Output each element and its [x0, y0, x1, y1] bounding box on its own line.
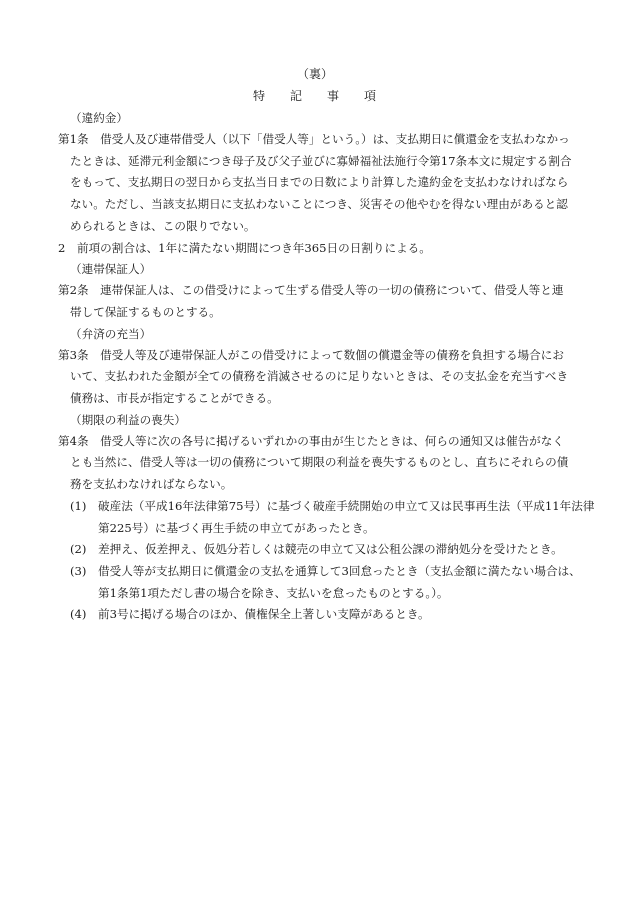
item-text: 借受人等が支払期日に償還金の支払を通算して3回怠ったとき（支払金額に満たない場合は、 — [98, 563, 581, 578]
article-4-heading: （期限の利益の喪失） — [70, 412, 186, 427]
article-1-line: たときは、延滞元利金額につき母子及び父子並びに寡婦福祉法施行令第17条本文に規定する割合 — [70, 153, 572, 168]
article-1-heading: （違約金） — [70, 111, 128, 125]
article-4-line: 第4条 借受人等に次の各号に掲げるいずれかの事由が生じたときは、何らの通知又は催告がなく — [58, 433, 564, 448]
item-text: 前3号に掲げる場合のほか、債権保全上著しい支障があるとき。 — [98, 607, 430, 622]
article-2-heading: （連帯保証人） — [70, 262, 152, 277]
item-number: (2) — [70, 542, 87, 557]
list-item-3-continuation: 第1条第1項ただし書の場合を除き、支払いを怠ったものとする。）。 — [98, 585, 449, 600]
article-3-line: いて、支払われた金額が全ての債務を消滅させるのに足りないときは、その支払金を充当すべき — [70, 369, 569, 384]
article-1-line: をもって、支払期日の翌日から支払当日までの日数により計算した違約金を支払わなければなら — [70, 175, 569, 190]
title-char: 特 — [252, 89, 266, 103]
item-number: (3) — [70, 563, 87, 578]
document-body — [58, 108, 595, 626]
list-item-1-continuation: 第225号）に基づく再生手続の申立てがあったとき。 — [98, 520, 375, 535]
article-1-paragraph-2: 2 前項の割合は、1年に満たない期間につき年365日の日割りによる。 — [58, 240, 431, 255]
document-title — [0, 88, 630, 104]
article-3-line: 債務は、市長が指定することができる。 — [70, 391, 279, 406]
list-item-2 — [58, 539, 584, 561]
item-text: 差押え、仮差押え、仮処分若しくは競売の申立て又は公租公課の滞納処分を受けたとき。 — [98, 542, 563, 557]
item-text: 破産法（平成16年法律第75号）に基づく破産手続開始の申立て又は民事再生法（平成11年法律 — [98, 498, 595, 513]
list-item-3 — [58, 561, 584, 583]
article-1-line: められるときは、この限りでない。 — [70, 218, 256, 233]
article-3-heading: （弁済の充当） — [70, 326, 152, 341]
list-item-4 — [58, 604, 584, 626]
item-number: (4) — [70, 607, 87, 622]
title-char: 事 — [327, 89, 341, 103]
title-char: 記 — [289, 89, 303, 103]
article-2-line: 帯して保証するものとする。 — [70, 304, 221, 319]
article-1-line: 第1条 借受人及び連帯借受人（以下「借受人等」という。）は、支払期日に償還金を支払わなかっ — [58, 132, 570, 146]
article-1-line: ない。ただし、当該支払期日に支払わないことにつき、災害その他やむを得ない理由があると認 — [70, 197, 568, 212]
item-number: (1) — [70, 498, 87, 513]
title-char: 項 — [364, 89, 378, 103]
article-4-line: とも当然に、借受人等は一切の債務について期限の利益を喪失するものとし、直ちにそれらの債 — [70, 455, 569, 470]
article-4-line: 務を支払わなければならない。 — [70, 477, 233, 492]
list-item-1 — [58, 496, 595, 518]
article-3-line: 第3条 借受人等及び連帯保証人がこの借受けによって数個の償還金等の債務を負担する場合にお — [58, 347, 564, 362]
article-2-line: 第2条 連帯保証人は、この借受けによって生ずる借受人等の一切の債務について、借受人等と連 — [58, 283, 564, 298]
back-side-label: （裏） — [296, 67, 333, 81]
